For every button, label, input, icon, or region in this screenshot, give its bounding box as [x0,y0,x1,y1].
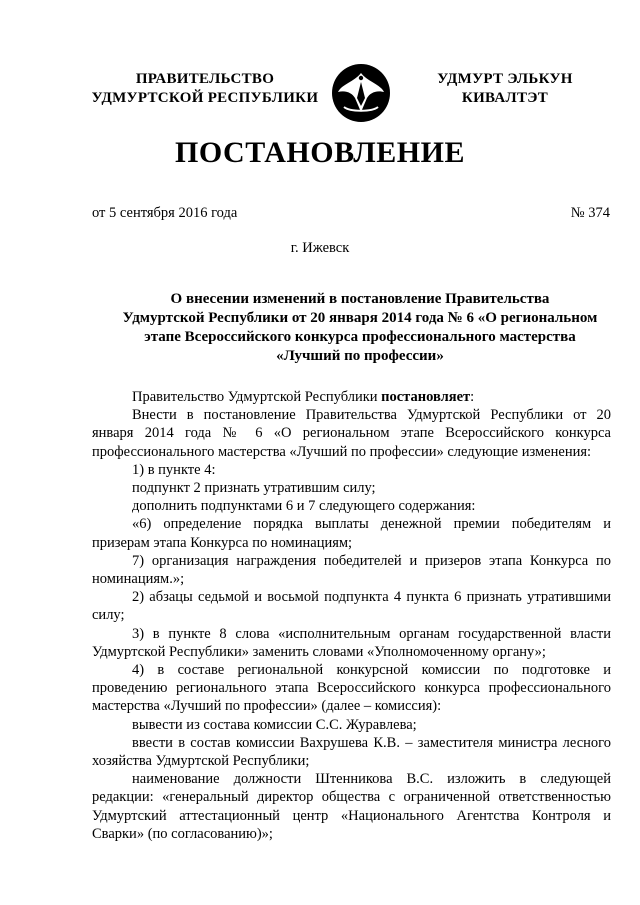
intro-text: Правительство Удмуртской Республики [132,389,382,405]
body-paragraph: 4) в составе региональной конкурсной комиссии по подготовке и проведению регионального этапа Всероссийского конкурса профессионального мастерства «Лучший по профессии» (далее – комиссия): [92,662,611,715]
government-name-russian [85,70,325,108]
intro-colon: : [470,389,475,405]
body-paragraph: дополнить подпунктами 6 и 7 следующего содержания: [132,498,476,515]
intro-verb: постановляет [381,389,471,405]
intro-paragraph [92,388,611,406]
document-subject [100,290,620,366]
subject-line-3: этапе Всероссийского конкурса профессионального мастерства [144,329,576,345]
body-paragraph: подпункт 2 признать утратившим силу; [132,480,376,497]
document-body [92,388,611,843]
document-date: от 5 сентября 2016 года [92,205,238,221]
subject-line-4: «Лучший по профессии» [276,348,444,364]
body-paragraph: наименование должности Штенникова В.С. изложить в следующей редакции: «генеральный директор общества с ограниченной ответственностью Удмуртский аттестационный центр «Национального Агентства Контроля и Сварки» (по согласованию)»; [92,771,611,842]
body-paragraph: вывести из состава комиссии С.С. Журавлева; [132,716,417,733]
subject-line-1: О внесении изменений в постановление Правительства [170,291,550,307]
body-paragraph: Внести в постановление Правительства Удмуртской Республики от 20 января 2014 года № 6 «О региональном этапе Всероссийского конкурса профессионального мастерства «Лучший по профессии» следующие изменения: [92,407,611,460]
udmurt-coat-of-arms-icon [330,62,392,124]
government-name-line2: УДМУРТСКОЙ РЕСПУБЛИКИ [91,90,319,106]
subject-line-2: Удмуртской Республики от 20 января 2014 года № 6 «О региональном [122,310,598,326]
government-name-udmurt [415,70,595,108]
document-title: ПОСТАНОВЛЕНИЕ [175,136,465,169]
government-name-udmurt-line2: КИВАЛТЭТ [461,90,549,106]
body-paragraph: «6) определение порядка выплаты денежной премии победителям и призерам этапа Конкурса по номинациям; [92,516,611,551]
body-paragraph: 2) абзацы седьмой и восьмой подпункта 4 пункта 6 признать утратившими силу; [92,589,611,624]
government-name-line1: ПРАВИТЕЛЬСТВО [135,71,275,87]
document-city: г. Ижевск [290,240,350,256]
body-paragraph: ввести в состав комиссии Вахрушева К.В. – заместителя министра лесного хозяйства Удмуртской Республики; [92,734,611,770]
body-paragraph: 3) в пункте 8 слова «исполнительным органам государственной власти Удмуртской Республики» заменить словами «Уполномоченному органу»; [92,625,611,660]
body-paragraph: 1) в пункте 4: [132,461,216,478]
body-paragraph: 7) организация награждения победителей и призеров этапа Конкурса по номинациям.»; [92,552,611,588]
document-number: № 374 [570,205,610,221]
government-name-udmurt-line1: УДМУРТ ЭЛЬКУН [437,71,573,87]
